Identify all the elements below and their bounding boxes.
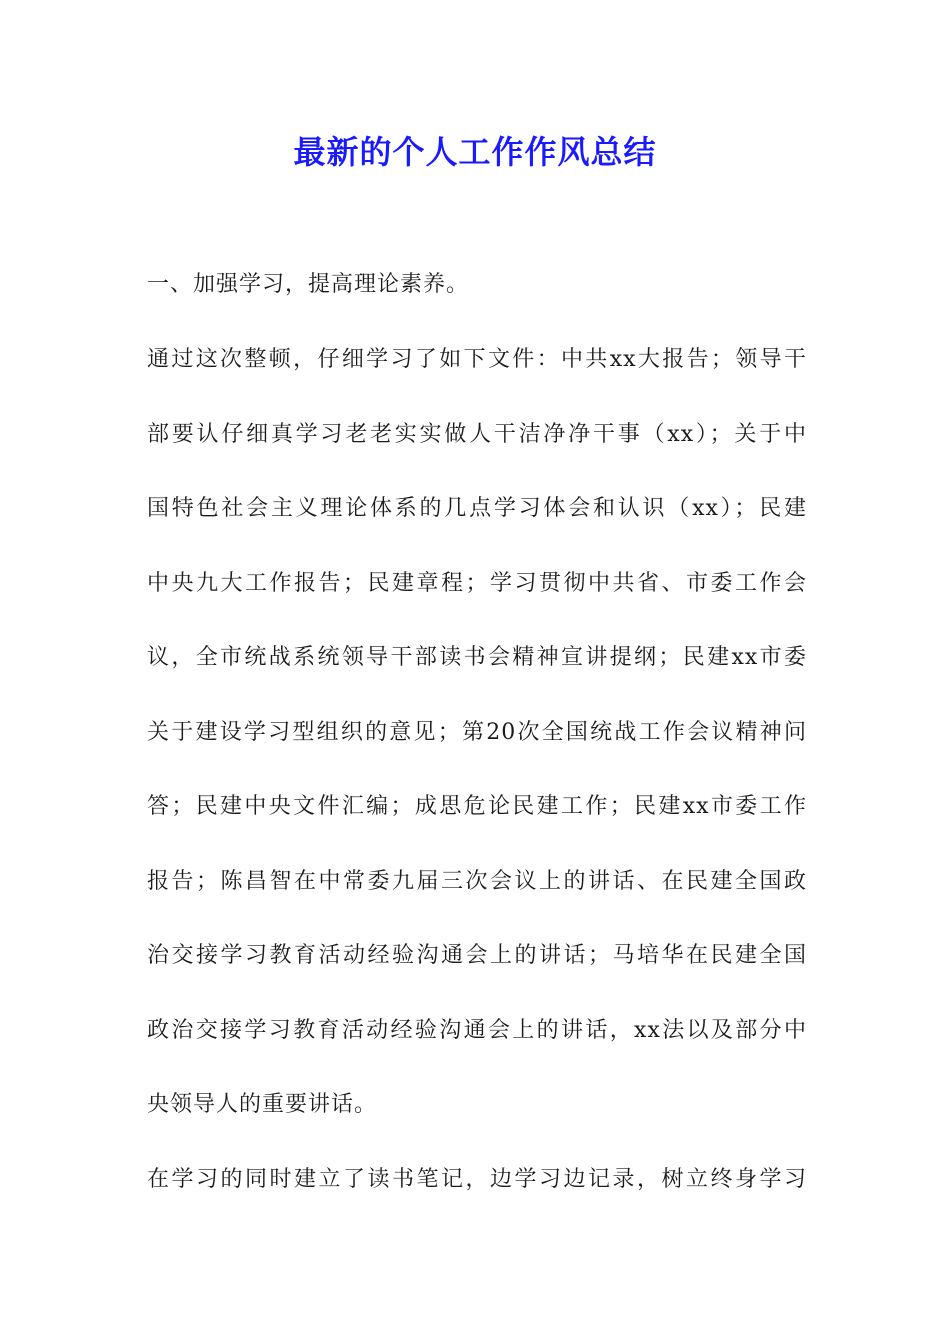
paragraph-line: 中央九大工作报告；民建章程；学习贯彻中共省、市委工作会	[147, 571, 807, 596]
paragraph-line: 报告；陈昌智在中常委九届三次会议上的讲话、在民建全国政	[147, 869, 807, 894]
document-title: 最新的个人工作作风总结	[293, 133, 657, 171]
section-heading: 一、加强学习，提高理论素养。	[147, 272, 470, 297]
paragraph-line: 央领导人的重要讲话。	[147, 1092, 378, 1117]
paragraph-line: 国特色社会主义理论体系的几点学习体会和认识（xx）；民建	[147, 496, 807, 521]
paragraph-line: 议，全市统战系统领导干部读书会精神宣讲提纲；民建xx市委	[147, 645, 807, 670]
paragraph-line: 在学习的同时建立了读书笔记，边学习边记录，树立终身学习	[147, 1167, 807, 1192]
paragraph-line: 治交接学习教育活动经验沟通会上的讲话；马培华在民建全国	[147, 943, 807, 968]
paragraph-line: 政治交接学习教育活动经验沟通会上的讲话，xx法以及部分中	[147, 1018, 807, 1043]
paragraph-line: 通过这次整顿，仔细学习了如下文件：中共xx大报告；领导干	[147, 347, 807, 372]
paragraph-line: 关于建设学习型组织的意见；第20次全国统战工作会议精神问	[147, 720, 807, 745]
paragraph-line: 部要认仔细真学习老老实实做人干洁净净干事（xx）；关于中	[147, 422, 807, 447]
paragraph-line: 答；民建中央文件汇编；成思危论民建工作；民建xx市委工作	[147, 794, 807, 819]
